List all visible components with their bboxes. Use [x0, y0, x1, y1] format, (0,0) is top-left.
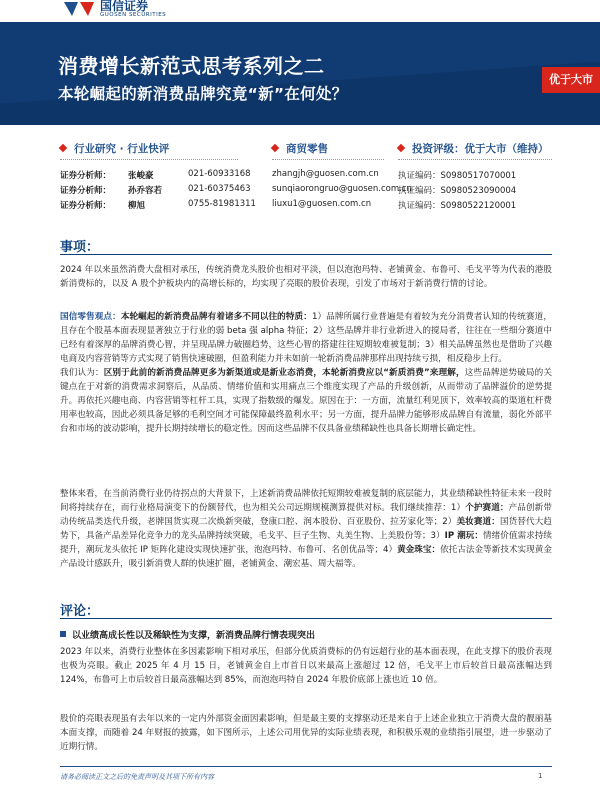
report-category: 行业研究 · 行业快评: [60, 141, 169, 156]
analyst-row: 证券分析师： 孙乔容若 021-60375463 sunqiaorongruo@guosen.com.cn 执证编码：S0980523090004: [60, 184, 517, 196]
divider: [60, 159, 238, 160]
bullet-heading: 以业绩高成长性以及稀缺性为支撑，新消费品牌行情表现突出: [60, 628, 315, 641]
page-number: 1: [538, 772, 543, 780]
section-heading-review: 评论：: [60, 604, 100, 619]
title-banner: [0, 22, 600, 125]
section-rule: [60, 254, 552, 255]
brand-name: 国信证券: [100, 0, 149, 13]
report-title: 消费增长新范式思考系列之二: [58, 54, 325, 78]
investment-rating: 投资评级：优于大市（维持）: [398, 141, 549, 156]
paragraph: 国信零售观点：本轮崛起的新消费品牌有着诸多不同以往的特质：1）品牌所属行业普遍是有着较为充分消费者认知的传统赛道，且存在个股基本面表现显著独立于行业的弱 beta 强 alpha 特征；2）这些品牌并非行业新进入的搅局者，往往在一些细分赛道中已经有着深厚的品牌消费心智，并呈现品牌力破圈趋势，这些心智的搭建往往短期较难被复制；3）相关品牌虽然也是借助了兴趣电商及内容营销等方式实现了销售快速破圈，但盈利能力并未如前一轮新消费品牌那样出现持续亏损，相反稳步上行。: [60, 312, 552, 364]
square-bullet-icon: [60, 631, 66, 637]
report-sector: 商贸零售: [272, 141, 328, 156]
diamond-icon: [271, 144, 279, 152]
footer-disclaimer: 请务必阅读正文之后的免责声明及其项下所有内容: [60, 773, 214, 781]
diamond-icon: [59, 144, 67, 152]
section-heading-events: 事项：: [60, 240, 100, 255]
section-rule: [60, 618, 552, 619]
paragraph: 股价的亮眼表现虽有去年以来的一定内外部资金面因素影响，但是最主要的支撑驱动还是来自于上述企业独立于消费大盘的靓丽基本面支撑，而随着 24 年财报的披露，如下图所示，上述公司用优异的实际业绩表现，和积极乐观的业绩指引展望，进一步驱动了近期行情。: [60, 714, 552, 752]
footer-rule: [60, 766, 552, 767]
analyst-email[interactable]: zhangjh@guosen.com.cn: [272, 169, 379, 179]
divider: [272, 159, 384, 160]
paragraph: 整体来看，在当前消费行业仍待拐点的大背景下，上述新消费品牌依托短期较难被复制的底层能力，其业绩稀缺性特征未来一段时间将持续存在，而行业格局演变下的份额替代，也为相关公司远期规模测算提供对标。我们继续推荐：1）个护赛道：产品创新带动传统品类迭代升级，老牌国货实现二次焕新突破，登康口腔、润本股份、百亚股份、拉芳家化等；2）美妆赛道：国货替代大趋势下，具备产品差异化竞争力的龙头品牌持续突破，毛戈平、巨子生物、丸美生物、上美股份等；3）IP 潮玩：情绪价值需求持续提升，潮玩龙头依托 IP 矩阵化建设实现快速扩张，泡泡玛特、布鲁可、名创优品等；4）黄金珠宝：依托古法金等新技术实现黄金产品设计感跃升，吸引新消费人群的快速扩圈，老铺黄金、潮宏基、周大福等。: [60, 489, 552, 569]
report-subtitle: 本轮崛起的新消费品牌究竟“新”在何处？: [58, 85, 348, 103]
paragraph: 我们认为：区别于此前的新消费品牌更多为新渠道或是新业态消费，本轮新消费应以“新质消费”来理解，这些品牌逆势破局的关键点在于对新的消费需求洞察后，从品质、情绪价值和实用痛点三个维度实现了产品的升级创新，从而带动了品牌溢价的逆势提升。再依托兴趣电商、内容营销等杠杆工具，实现了指数级的爆发。原因在于：一方面，流量红利见顶下，效率较高的渠道杠杆费用率也较高，因此必须具备足够的毛利空间才可能保障最终盈利水平；另一方面，提升品牌力能够形成品牌自有流量，弱化外部平台和市场的波动影响，提升长期持续增长的稳定性。因而这些品牌不仅具备业绩稀缺性也具备长期增长确定性。: [60, 368, 552, 434]
brand-name-en: GUOSEN SECURITIES: [100, 12, 167, 18]
rating-badge: 优于大市: [542, 67, 600, 93]
guosen-logo-icon: [62, 0, 96, 18]
header-logo-bar: [0, 0, 600, 22]
analyst-email[interactable]: liuxu1@guosen.com.cn: [272, 199, 372, 209]
paragraph: 2023 年以来，消费行业整体在多因素影响下相对承压，但部分优质消费标的仍有远超行业的基本面表现，在此支撑下的股价表现也极为亮眼。截止 2025 年 4 月 15 日，老铺黄金自上市首日以来最高上涨超过 12 倍，毛戈平上市后较首日最高涨幅达到 124%，布鲁可上市后较首日最高涨幅达到 85%，而泡泡玛特自 2024 年股价底部上涨也近 10 倍。: [60, 647, 552, 685]
paragraph: 2024 年以来虽然消费大盘相对承压，传统消费龙头股价也相对平淡，但以泡泡玛特、老铺黄金、布鲁可、毛戈平等为代表的港股新消费标的，以及 A 股个护板块内的高增长标的，均实现了亮眼的股价表现，引发了市场对于新消费行情的讨论。: [60, 265, 552, 289]
analyst-row: 证券分析师： 张峻豪 021-60933168 zhangjh@guosen.com.cn 执证编码：S0980517070001: [60, 169, 517, 181]
analyst-email[interactable]: sunqiaorongruo@guosen.com.cn: [272, 184, 412, 194]
divider: [398, 159, 552, 160]
diamond-icon: [397, 144, 405, 152]
analyst-row: 证券分析师： 柳旭 0755-81981311 liuxu1@guosen.com.cn 执证编码：S0980522120001: [60, 199, 517, 211]
